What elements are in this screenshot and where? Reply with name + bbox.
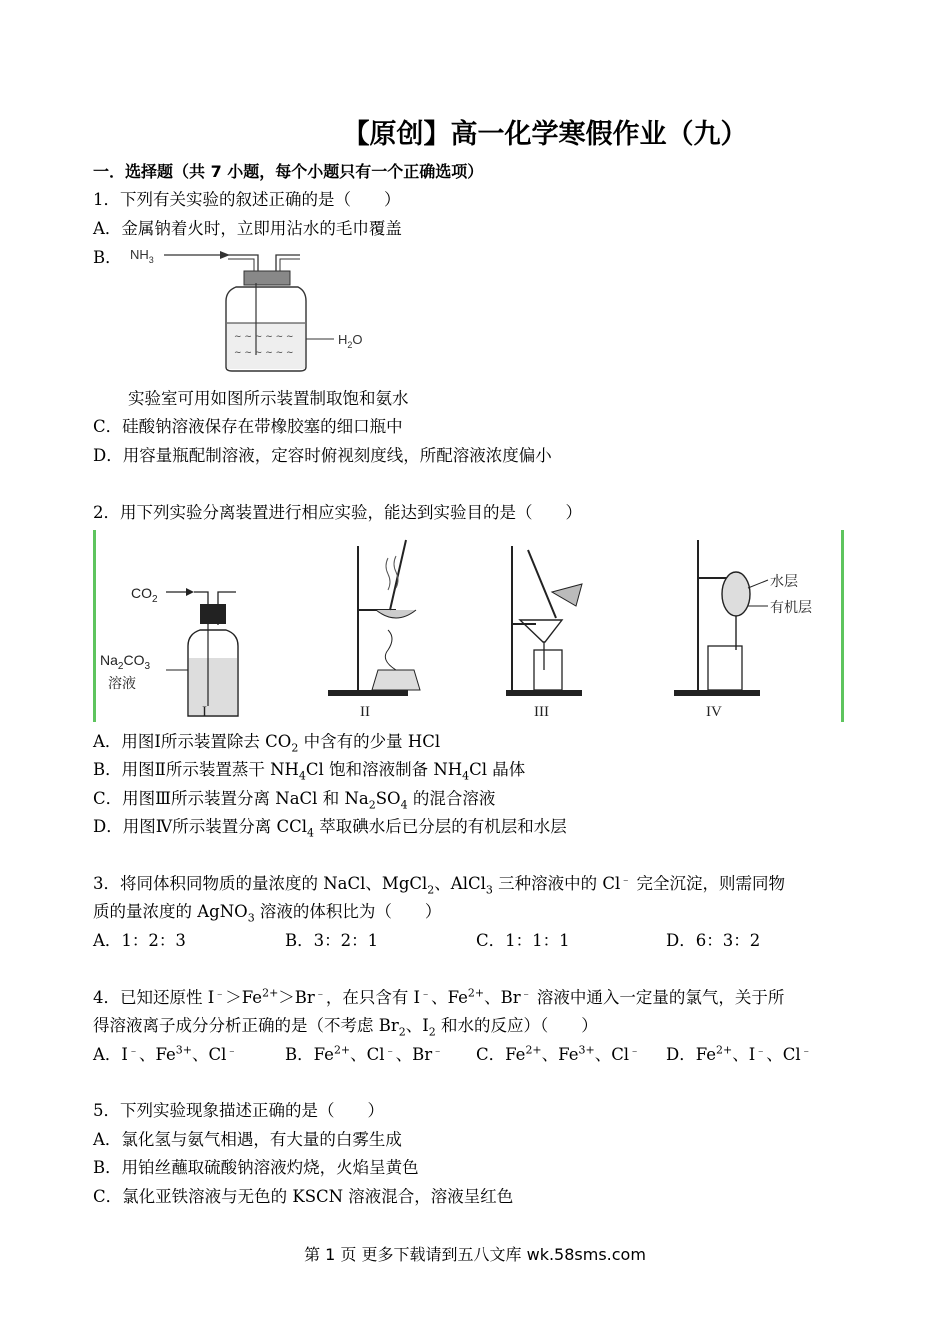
separation-apparatus-figure xyxy=(93,530,844,722)
fig-label-iii: III xyxy=(534,704,549,720)
q3-stem-line1: 3．将同体积同物质的量浓度的 NaCl、MgCl$_2$、AlCl$_3$ 三种溶液中的 Cl﹣ 完全沉淀，则需同物 xyxy=(93,872,786,897)
q5-option-c: C．氯化亚铁溶液与无色的 KSCN 溶液混合，溶液呈红色 xyxy=(93,1187,514,1206)
q4-stem-line2: 得溶液离子成分分析正确的是（不考虑 $Br_2$、$I_2$ 和水的反应）（ ） xyxy=(93,1016,598,1039)
fig-co2-label: $CO_2$ xyxy=(131,585,158,605)
q1-option-b-text: 实验室可用如图所示装置制取饱和氨水 xyxy=(128,389,409,408)
q5-option-a: A．氯化氢与氨气相遇，有大量的白雾生成 xyxy=(93,1130,402,1149)
q4-stem-line1: 4．已知还原性 $I^﹣>Fe^{2+}>Br^﹣$，在只含有 I﹣、$Fe^{2+}$、Br﹣ 溶液中通入一定量的氯气，关于所 xyxy=(93,986,785,1007)
q4-option-a: A．I﹣、$Fe^{3+}$、Cl﹣ xyxy=(93,1043,238,1064)
q1-option-b-label: B． xyxy=(93,248,122,267)
q5-stem: 5．下列实验现象描述正确的是（ ） xyxy=(93,1101,384,1120)
q2-option-b: B．用图Ⅱ所示装置蒸干 $NH_4Cl$ 饱和溶液制备 $NH_4Cl$ 晶体 xyxy=(93,760,526,783)
fig-organic-layer-label: 有机层 xyxy=(770,600,812,616)
section-heading: 一．选择题（共 7 小题，每个小题只有一个正确选项） xyxy=(93,162,484,181)
page-footer: 第 1 页 更多下载请到五八文库 wk.58sms.com xyxy=(304,1245,646,1264)
fig-na2co3-label: $Na_2CO_3$ xyxy=(100,652,151,672)
fig-water-layer-label: 水层 xyxy=(770,574,798,590)
svg-text:~ ~ ~ ~ ~ ~: ~ ~ ~ ~ ~ ~ xyxy=(234,332,294,342)
q4-option-c: C．$Fe^{2+}$、$Fe^{3+}$、Cl﹣ xyxy=(476,1043,641,1064)
fig-nh3-label: $NH_3$ xyxy=(130,247,154,265)
fig-solution-label: 溶液 xyxy=(108,676,136,692)
q2-stem: 2．用下列实验分离装置进行相应实验，能达到实验目的是（ ） xyxy=(93,503,582,522)
q3-stem-line2: 质的量浓度的 AgNO$_3$ 溶液的体积比为（ ） xyxy=(93,902,442,925)
ammonia-bottle-figure xyxy=(128,243,388,383)
fig-label-iv: IV xyxy=(706,704,722,720)
svg-text:~ ~ ~ ~ ~ ~: ~ ~ ~ ~ ~ ~ xyxy=(234,348,294,358)
apparatus-drawing xyxy=(96,530,841,722)
q1-option-c: C．硅酸钠溶液保存在带橡胶塞的细口瓶中 xyxy=(93,417,403,436)
q5-option-b: B．用铂丝蘸取硫酸钠溶液灼烧，火焰呈黄色 xyxy=(93,1158,419,1177)
fig-label-i: I xyxy=(202,704,207,720)
fig-h2o-label: $H_2O$ xyxy=(338,332,363,350)
q3-option-b: B．3：2：1 xyxy=(285,931,379,950)
page-title: 【原创】高一化学寒假作业（九） xyxy=(342,119,748,150)
q3-option-c: C．1：1：1 xyxy=(476,931,570,950)
q1-stem: 1．下列有关实验的叙述正确的是（ ） xyxy=(93,190,401,209)
q1-option-a: A．金属钠着火时，立即用沾水的毛巾覆盖 xyxy=(93,219,402,238)
q4-option-b: B．$Fe^{2+}$、Cl﹣、Br﹣ xyxy=(285,1043,444,1064)
q2-option-c: C．用图Ⅲ所示装置分离 NaCl 和 $Na_2SO_4$ 的混合溶液 xyxy=(93,789,496,812)
q3-option-d: D．6：3：2 xyxy=(666,931,761,950)
q2-option-a: A．用图Ⅰ所示装置除去 $CO_2$ 中含有的少量 HCl xyxy=(93,732,441,755)
q1-option-d: D．用容量瓶配制溶液，定容时俯视刻度线，所配溶液浓度偏小 xyxy=(93,446,552,465)
fig-label-ii: II xyxy=(360,704,370,720)
q2-option-d: D．用图Ⅳ所示装置分离 CCl$_4$ 萃取碘水后已分层的有机层和水层 xyxy=(93,817,567,840)
q3-option-a: A．1：2：3 xyxy=(93,931,186,950)
q4-option-d: D．$Fe^{2+}$、I﹣、Cl﹣ xyxy=(666,1043,812,1064)
